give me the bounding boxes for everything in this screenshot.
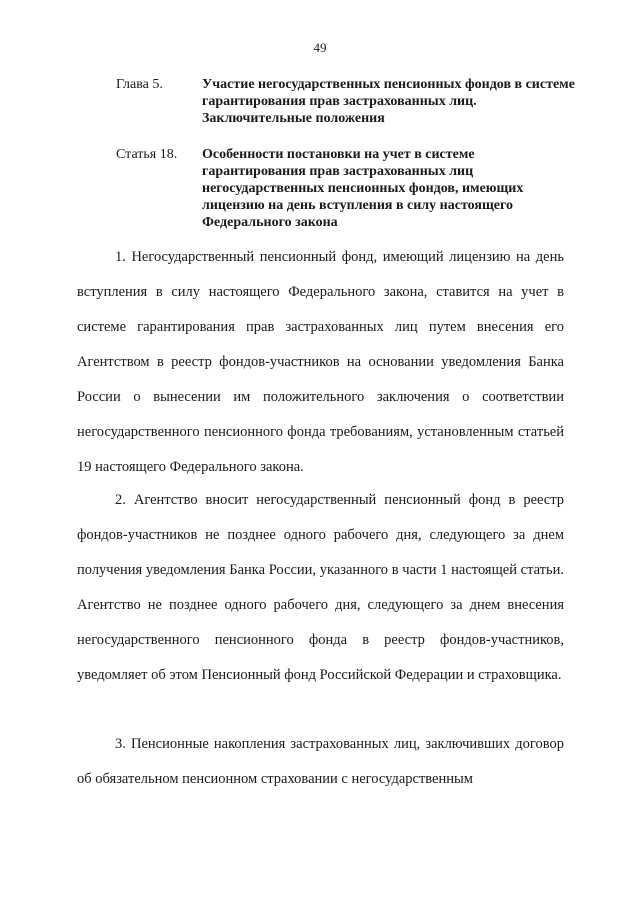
chapter-label: Глава 5. [116, 77, 163, 92]
article-heading [116, 146, 576, 231]
paragraph-3 [77, 727, 564, 797]
chapter-heading [116, 76, 576, 127]
paragraph-2 [77, 483, 564, 693]
paragraph-text: 3. Пенсионные накопления застрахованных лиц, заключивших договор об обязательном пенсионном страховании с негосударственным [77, 736, 564, 787]
paragraph-text: 2. Агентство вносит негосударственный пенсионный фонд в реестр фондов-участников не позднее одного рабочего дня, следующего за днем получения уведомления Банка России, указанного в части 1 настоящей статьи. Агентство не позднее одного рабочего дня, следующего за днем внесения негосударственного пенсионного фонда в реестр фондов-участников, уведомляет об этом Пенсионный фонд Российской Федерации и страховщика. [77, 492, 564, 683]
article-title: Особенности постановки на учет в системе гарантирования прав застрахованных лиц негосударственных пенсионных фондов, имеющих лицензию на день вступления в силу настоящего Федерального закона [202, 147, 524, 230]
article-label: Статья 18. [116, 147, 178, 162]
chapter-title: Участие негосударственных пенсионных фондов в системе гарантирования прав застрахованных лиц. Заключительные положения [202, 77, 575, 126]
paragraph-1 [77, 240, 564, 485]
paragraph-text: 1. Негосударственный пенсионный фонд, имеющий лицензию на день вступления в силу настоящего Федерального закона, ставится на учет в системе гарантирования прав застрахованных лиц путем внесения его Агентством в реестр фондов-участников на основании уведомления Банка России о вынесении им положительного заключения о соответствии негосударственного пенсионного фонда требованиям, установленным статьей 19 настоящего Федерального закона. [77, 249, 564, 475]
page-number: 49 [313, 40, 327, 55]
